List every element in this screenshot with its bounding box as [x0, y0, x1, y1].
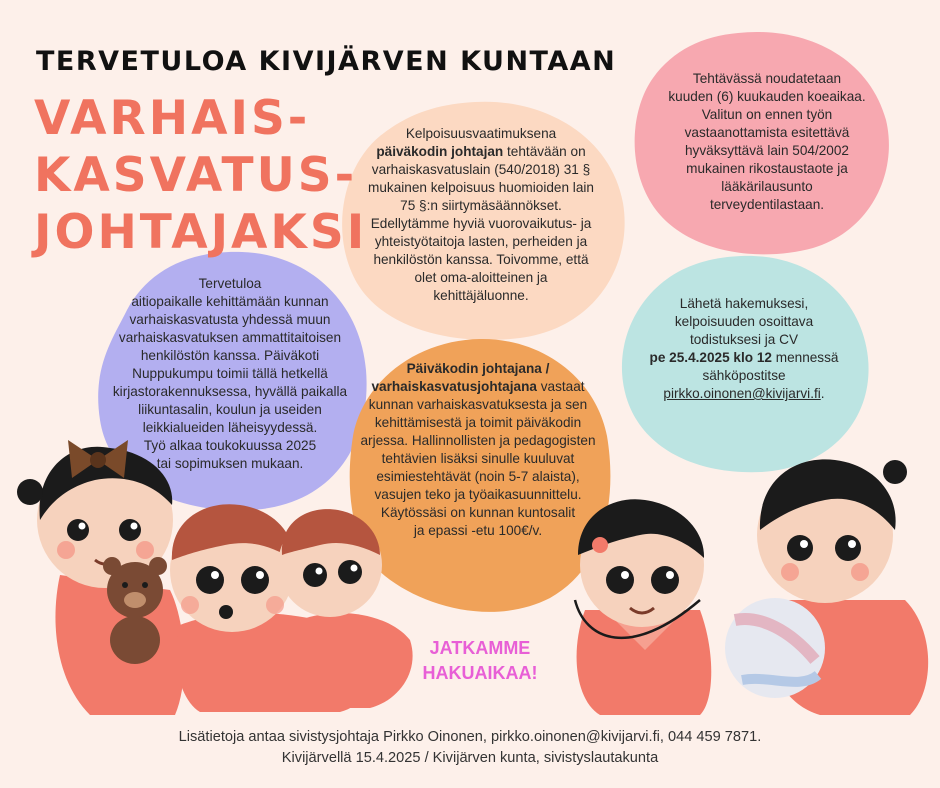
text-line: Työ alkaa toukokuussa 2025 — [143, 438, 317, 453]
text-line: vastaanottamista esitettävä — [684, 125, 850, 140]
text-line: tai sopimuksen mukaan. — [156, 456, 304, 471]
text-line — [350, 143, 612, 161]
text-line: varhaiskasvatuksen ammattitaitoisen — [118, 330, 342, 345]
text-line: olet oma-aloitteinen ja — [414, 270, 548, 285]
bold-text: Päiväkodin johtajana / — [406, 361, 550, 376]
text-line: Tehtävässä noudatetaan — [692, 71, 842, 86]
text-line: Kelpoisuusvaatimuksena — [405, 126, 557, 141]
duties-text — [358, 360, 598, 540]
apply-text — [634, 295, 854, 403]
text-line: Käytössäsi on kunnan kuntosalit — [380, 505, 576, 520]
ball-icon — [725, 598, 825, 698]
text-line — [358, 378, 598, 396]
text-line: tehtävien lisäksi sinulle kuuluvat — [381, 451, 575, 466]
text-line — [634, 349, 854, 367]
title-line-3: JOHTAJAKSI — [34, 205, 368, 260]
text-line: mukainen kelpoisuus huomioiden lain — [368, 180, 594, 195]
text-line: todistuksesi ja CV — [689, 332, 799, 347]
welcome-heading: TERVETULOA KIVIJÄRVEN KUNTAAN — [36, 46, 617, 77]
text-line: Tervetuloa — [198, 276, 262, 291]
text-line: aitiopaikalle kehittämään kunnan — [131, 294, 329, 309]
baby-girl-right — [725, 459, 928, 715]
text-line: ja epassi -etu 100€/v. — [413, 523, 543, 538]
text-span: . — [820, 386, 825, 401]
text-span: vastaat — [536, 379, 585, 394]
qualification-text — [350, 125, 612, 305]
text-line: varhaiskasvatusta yhdessä muun — [129, 312, 331, 327]
text-line: mukainen rikostaustaote ja — [686, 161, 848, 176]
text-line: Lähetä hakemuksesi, — [679, 296, 809, 311]
text-line: liikuntasalin, koulun ja useiden — [138, 402, 322, 417]
text-line: kelpoisuuden osoittava — [674, 314, 814, 329]
contact-info: Lisätietoja antaa sivistysjohtaja Pirkko Oinonen, pirkko.oinonen@kivijarvi.fi, 044 459 7871. — [178, 729, 762, 745]
text-line: kunnan varhaiskasvatuksesta ja sen — [368, 397, 588, 412]
text-line: Edellytämme hyviä vuorovaikutus- ja — [370, 216, 592, 231]
bold-text: varhaiskasvatusjohtajana — [371, 379, 537, 394]
text-line: kuuden (6) kuukauden koeaikaa. — [668, 89, 866, 104]
text-line: JATKAMME — [429, 638, 531, 658]
text-line — [634, 385, 854, 403]
signature-line: Kivijärvellä 15.4.2025 / Kivijärven kunta, sivistyslautakunta — [281, 750, 659, 766]
page-title — [34, 90, 367, 261]
text-span: mennessä — [771, 350, 839, 365]
text-line: HAKUAIKAA! — [422, 663, 538, 683]
baby-girl-left — [17, 440, 184, 715]
text-line: henkilöstön kanssa. Toivomme, että — [373, 252, 589, 267]
text-line: lääkärilausunto — [721, 179, 813, 194]
text-line: hyväksyttävä lain 504/2002 — [685, 143, 849, 158]
text-line: kehittämisestä ja toimit päiväkodin — [374, 415, 582, 430]
email-link[interactable]: pirkko.oinonen@kivijarvi.fi — [663, 386, 821, 401]
text-span: tehtävään on — [503, 144, 586, 159]
text-line: Valitun on ennen työn — [701, 107, 833, 122]
title-line-1: VARHAIS- — [34, 91, 311, 146]
text-line: yhteistyötaitoja lasten, perheiden ja — [374, 234, 588, 249]
text-line — [358, 360, 598, 378]
welcome-text — [110, 275, 350, 473]
text-line: henkilöstön kanssa. Päiväkoti — [140, 348, 320, 363]
probation-text — [658, 70, 876, 214]
text-line: sähköpostitse — [702, 368, 786, 383]
text-line: arjessa. Hallinnollisten ja pedagogisten — [360, 433, 596, 448]
text-line: esimiestehtävät (noin 5-7 alaista), — [376, 469, 580, 484]
deadline: pe 25.4.2025 klo 12 — [649, 350, 772, 365]
continue-application-notice — [405, 636, 555, 686]
text-line: leikkialueiden läheisyydessä. — [142, 420, 318, 435]
text-line: vasujen teko ja työaikasuunnittelu. — [374, 487, 582, 502]
text-line: 75 §:n siirtymäsäännökset. — [400, 198, 562, 213]
text-line: terveydentilastaan. — [709, 197, 825, 212]
title-line-2: KASVATUS- — [34, 148, 358, 203]
text-line: kehittäjäluonne. — [433, 288, 529, 303]
bold-text: päiväkodin johtajan — [376, 144, 504, 159]
text-line: varhaiskasvatuslain (540/2018) 31 § — [371, 162, 591, 177]
footer — [0, 727, 940, 769]
text-line: Nuppukumpu toimii tällä hetkellä — [132, 366, 328, 381]
text-line: kirjastorakennuksessa, hyvällä paikalla — [112, 384, 348, 399]
